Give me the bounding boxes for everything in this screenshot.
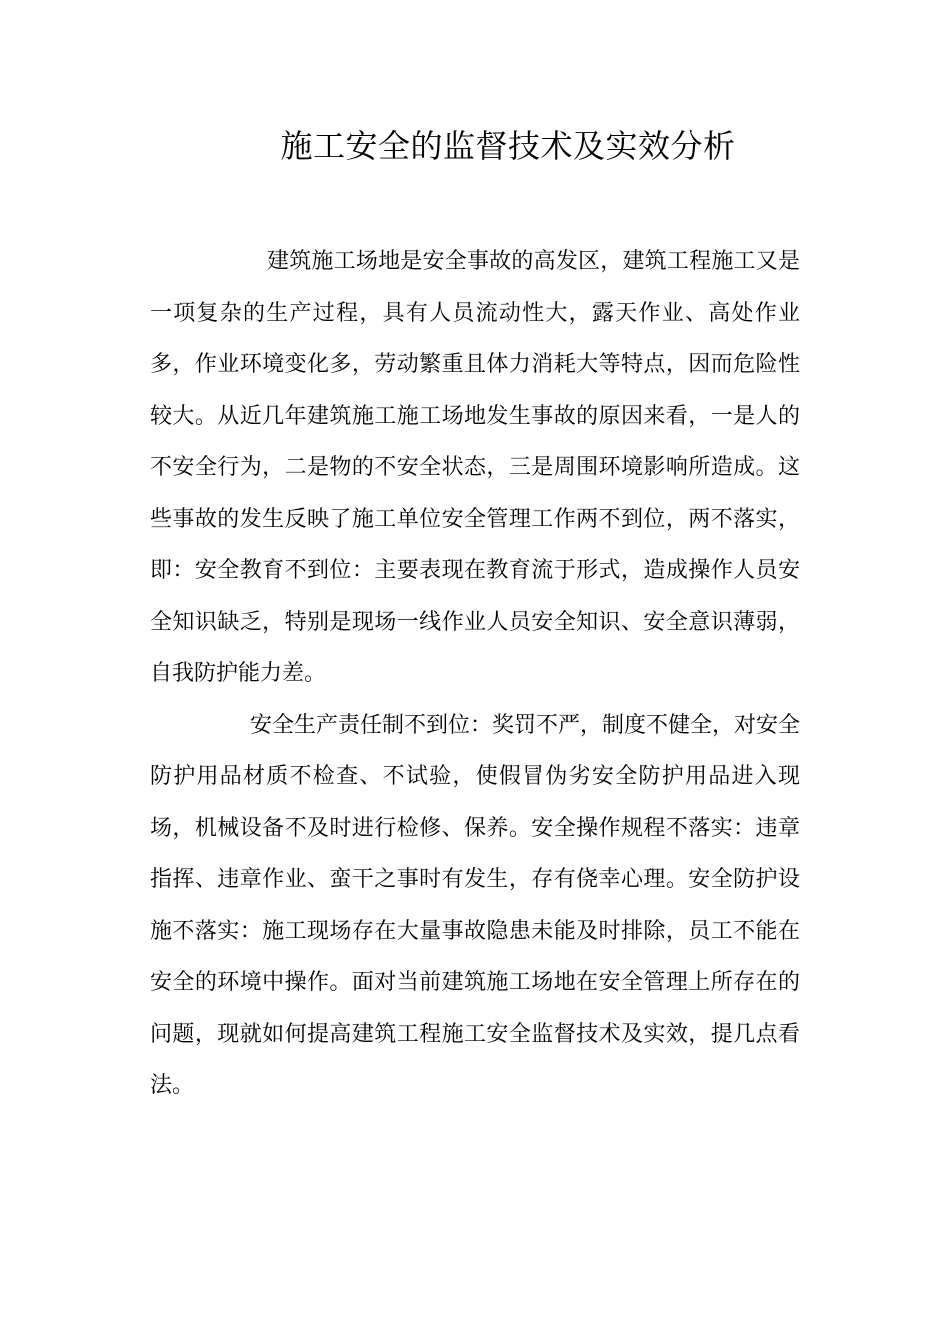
paragraph-2: 安全生产责任制不到位：奖罚不严，制度不健全，对安全防护用品材质不检查、不试验，使假冒伪劣安全防护用品进入现场，机械设备不及时进行检修、保养。安全操作规程不落实：违章指挥、违章作业、蛮干之事时有发生，存有侥幸心理。安全防护设施不落实：施工现场存在大量事故隐患未能及时排除，员工不能在安全的环境中操作。面对当前建筑施工场地在安全管理上所存在的问题，现就如何提高建筑工程施工安全监督技术及实效，提几点看法。 bbox=[150, 712, 801, 1098]
document-body bbox=[150, 236, 800, 1112]
document-title: 施工安全的监督技术及实效分析 bbox=[280, 127, 736, 165]
paragraph-1: 建筑施工场地是安全事故的高发区，建筑工程施工又是一项复杂的生产过程，具有人员流动性大，露天作业、高处作业多，作业环境变化多，劳动繁重且体力消耗大等特点，因而危险性较大。从近几年建筑施工施工场地发生事故的原因来看，一是人的不安全行为，二是物的不安全状态，三是周围环境影响所造成。这些事故的发生反映了施工单位安全管理工作两不到位，两不落实，即：安全教育不到位：主要表现在教育流于形式，造成操作人员安全知识缺乏，特别是现场一线作业人员安全知识、安全意识薄弱，自我防护能力差。 bbox=[150, 249, 800, 686]
